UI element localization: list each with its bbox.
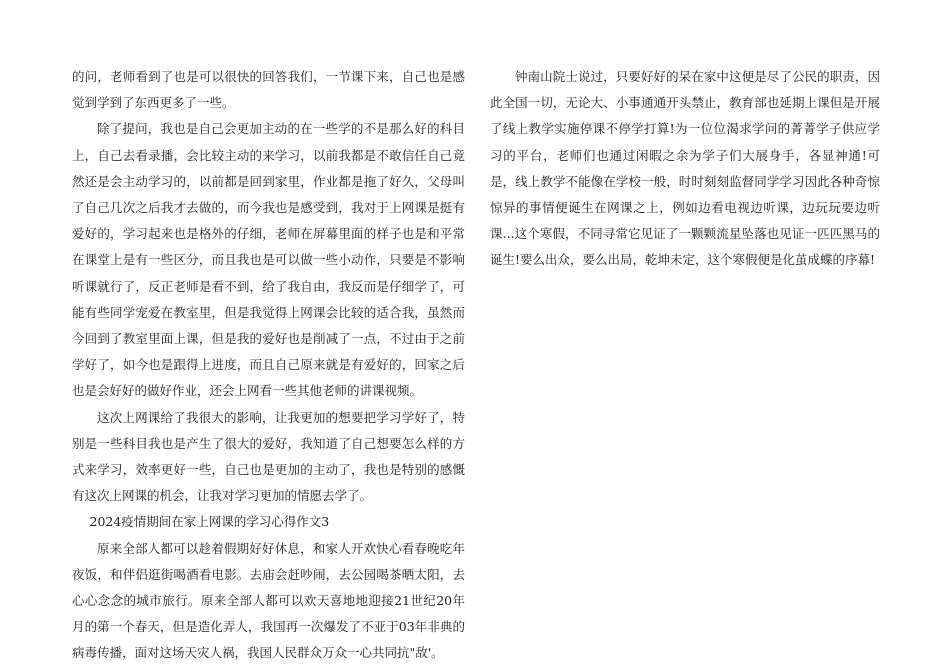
section-heading: 2024疫情期间在家上网课的学习心得作文3 bbox=[89, 514, 330, 530]
paragraph: 钟南山院士说过，只要好好的呆在家中这便是尽了公民的职责，因此全国一切，无论大、小事通通开头禁止，教育部也延期上课但是开展了线上教学实施停课不停学打算!为一位位渴求学问的菁菁学子供应学习的平台，老师们也通过闲暇之余为学子们大展身手，各显神通!可是，线上教学不能像在学校一般，时时刻刻监督同学学习因此各种奇惊惊异的事情便诞生在网课之上，例如边看电视边听课，边玩玩要边听课...这个寒假，不同寻常它见证了一颗颗流星坠落也见证一匹匹黑马的诞生!要么出众，要么出局，乾坤未定，这个寒假便是化茧成蝶的序幕! bbox=[490, 69, 880, 268]
paragraph: 的问，老师看到了也是可以很快的回答我们，一节课下来，自己也是感觉到学到了东西更多了一些。 bbox=[72, 69, 465, 111]
paragraph: 除了提问，我也是自己会更加主动的在一些学的不是那么好的科目上，自己去看录播，会比较主动的来学习，以前我都是不敢信任自己竟然还是会主动学习的，以前都是回到家里，作业都是拖了好久，父母叫了自己几次之后我才去做的，而今我也是感受到，我对于上网课是挺有爱好的，学习起来也是格外的仔细，老师在屏幕里面的样子也是和平常在课堂上是有一些区分，而且我也是可以做一些小动作，只要是不影响听课就行了，反正老师是看不到，给了我自由，我反而是仔细学了，可能有些同学宠爱在教室里，但是我觉得上网课会比较的适合我，虽然而今回到了教室里面上课，但是我的爱好也是削减了一点，不过由于之前学好了，如今也是跟得上进度，而且自己原来就是有爱好的，回家之后也是会好好的做好作业，还会上网看一些其他老师的讲课视频。 bbox=[72, 121, 465, 399]
paragraph: 原来全部人都可以趁着假期好好休息，和家人开欢快心看春晚吃年夜饭，和伴侣逛街喝酒看电影。去庙会赶吵闹，去公园喝茶晒太阳，去心心念念的城市旅行。原来全部人都可以欢天喜地地迎接21世纪20年月的第一个春天，但是造化弄人，我国再一次爆发了不亚于03年非典的病毒传播，面对这场天灾人祸，我国人民群众万众一心共同抗"敌'。 bbox=[72, 540, 465, 661]
left-column bbox=[72, 64, 465, 667]
right-column bbox=[490, 64, 880, 274]
paragraph: 这次上网课给了我很大的影响，让我更加的想要把学习学好了，特别是一些科目我也是产生了很大的爱好，我知道了自己想要怎么样的方式来学习，效率更好一些，自己也是更加的主动了，我也是特别的感慨有这次上网课的机会，让我对学习更加的情愿去学了。 bbox=[72, 409, 465, 504]
